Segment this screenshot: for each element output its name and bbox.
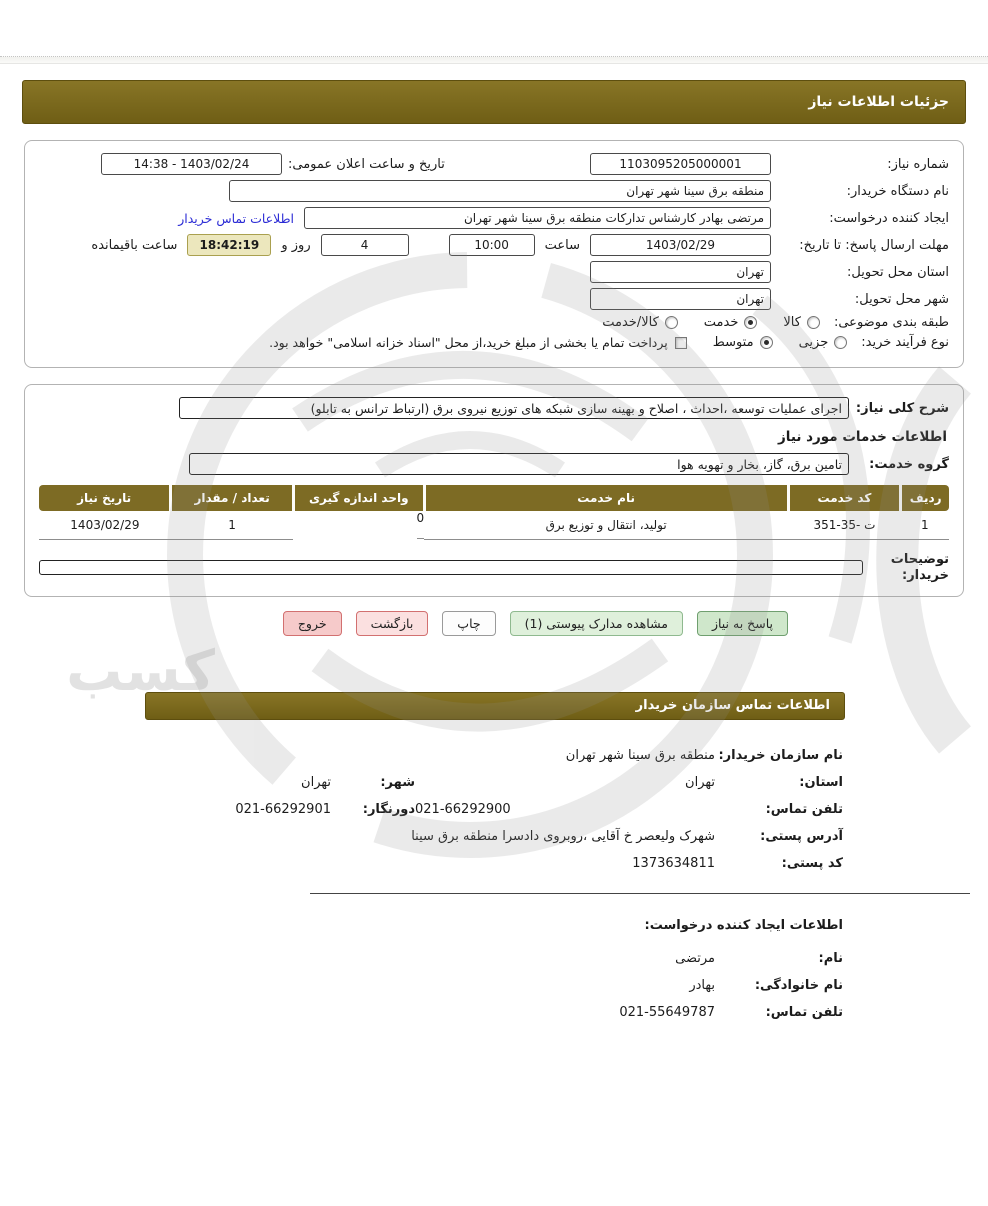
contact-city-label: شهر: bbox=[380, 775, 415, 790]
deadline-row bbox=[39, 234, 949, 256]
back-button[interactable]: بازگشت bbox=[356, 611, 429, 636]
section-header-contact bbox=[145, 692, 845, 720]
radio-goods-label: کالا bbox=[783, 315, 801, 330]
need-number-label: شماره نیاز: bbox=[887, 156, 949, 172]
radio-minor-label: جزیی bbox=[798, 335, 829, 350]
col-header-quantity: تعداد / مقدار bbox=[171, 485, 294, 511]
services-table-header-row bbox=[39, 485, 949, 511]
delivery-city-row bbox=[39, 288, 949, 310]
need-number-value[interactable]: 1103095205000001 bbox=[590, 153, 771, 175]
action-buttons bbox=[0, 611, 788, 636]
deadline-date-value[interactable]: 1403/02/29 bbox=[590, 234, 771, 256]
contact-divider bbox=[310, 893, 970, 894]
delivery-province-value[interactable]: تهران bbox=[590, 261, 771, 283]
creator-last-name-row bbox=[0, 978, 843, 993]
description-label: شرح کلی نیاز: bbox=[855, 400, 949, 416]
radio-service[interactable] bbox=[744, 316, 757, 329]
creator-phone-label: تلفن تماس: bbox=[765, 1005, 843, 1020]
col-header-service-name: نام خدمت bbox=[424, 485, 788, 511]
phone-fax-row bbox=[143, 802, 843, 817]
cell-need-date: 1403/02/29 bbox=[39, 511, 171, 539]
section-header-title: جزئیات اطلاعات نیاز bbox=[808, 94, 949, 110]
process-type-label: نوع فرآیند خرید: bbox=[861, 335, 949, 350]
need-details-panel bbox=[24, 140, 964, 368]
classification-option-goods bbox=[783, 315, 820, 330]
postal-code-row bbox=[143, 856, 843, 871]
treasury-checkbox[interactable] bbox=[675, 337, 687, 349]
classification-label: طبقه بندی موضوعی: bbox=[833, 315, 949, 330]
delivery-province-row bbox=[39, 261, 949, 283]
request-creator-value[interactable]: مرتضی بهادر کارشناس تدارکات منطقه برق سینا شهر تهران bbox=[304, 207, 771, 229]
request-creator-row bbox=[39, 207, 949, 229]
buyer-org-label: نام دستگاه خریدار: bbox=[846, 183, 949, 199]
classification-option-service bbox=[704, 315, 758, 330]
countdown-timer: 18:42:19 bbox=[187, 234, 271, 256]
cell-quantity: 1 bbox=[171, 511, 294, 539]
watermark-text: کسب bbox=[66, 639, 215, 704]
buyer-notes-row bbox=[39, 552, 949, 585]
radio-medium[interactable] bbox=[760, 336, 773, 349]
announce-datetime-group bbox=[101, 153, 445, 175]
service-group-row bbox=[39, 453, 949, 475]
org-name-value: منطقه برق سینا شهر تهران bbox=[565, 748, 715, 763]
address-row bbox=[143, 829, 843, 844]
process-option-minor bbox=[799, 335, 848, 350]
cell-service-code: ت -35-351 bbox=[788, 511, 901, 539]
contact-phone-value: 021-66292900 bbox=[415, 802, 511, 817]
cell-unit: 0 bbox=[417, 511, 425, 539]
creator-first-name-label: نام: bbox=[818, 951, 843, 966]
contact-address-label: آدرس پستی: bbox=[760, 829, 843, 844]
creator-phone-row bbox=[0, 1005, 843, 1020]
top-divider-band bbox=[0, 56, 988, 64]
respond-button[interactable]: پاسخ به نیاز bbox=[697, 611, 788, 636]
radio-goods[interactable] bbox=[807, 316, 820, 329]
contact-fax-label: دورنگار: bbox=[362, 802, 415, 817]
exit-button[interactable]: خروج bbox=[283, 611, 342, 636]
col-header-need-date: تاریخ نیاز bbox=[39, 485, 171, 511]
request-creator-label: ایجاد کننده درخواست: bbox=[829, 210, 949, 226]
need-number-row bbox=[39, 153, 949, 175]
postal-code-value: 1373634811 bbox=[632, 856, 715, 871]
announce-datetime-value[interactable]: 14:38 - 1403/02/24 bbox=[101, 153, 282, 175]
classification-option-goods-service bbox=[602, 315, 678, 330]
delivery-city-label: شهر محل تحویل: bbox=[854, 291, 949, 307]
delivery-city-value[interactable]: تهران bbox=[590, 288, 771, 310]
process-option-medium bbox=[713, 335, 773, 350]
contact-block bbox=[143, 748, 843, 871]
radio-minor[interactable] bbox=[834, 336, 847, 349]
top-whitespace bbox=[0, 0, 988, 56]
contact-province-value: تهران bbox=[685, 775, 715, 790]
treasury-note: پرداخت تمام یا بخشی از مبلغ خرید،از محل "اسناد خزانه اسلامی" خواهد بود. bbox=[269, 335, 668, 350]
radio-medium-label: متوسط bbox=[712, 335, 754, 350]
province-city-row bbox=[143, 775, 843, 790]
service-group-label: گروه خدمت: bbox=[869, 456, 949, 472]
buyer-contact-link[interactable]: اطلاعات تماس خریدار bbox=[178, 210, 294, 226]
col-header-service-code: کد خدمت bbox=[788, 485, 901, 511]
services-panel bbox=[24, 384, 964, 597]
radio-service-label: خدمت bbox=[703, 315, 739, 330]
print-button[interactable]: چاپ bbox=[442, 611, 495, 636]
radio-goods-service-label: کالا/خدمت bbox=[602, 315, 659, 330]
cell-service-name: تولید، انتقال و توزیع برق bbox=[424, 511, 788, 539]
description-value[interactable]: اجرای عملیات توسعه ،احداث ، اصلاح و بهینه سازی شبکه های توزیع نیروی برق (ارتباط ترانس به تابلو) bbox=[179, 397, 849, 419]
section-header-need-details bbox=[22, 80, 966, 124]
creator-first-name-value: مرتضی bbox=[675, 951, 715, 966]
contact-city-value: تهران bbox=[301, 775, 331, 790]
buyer-org-row bbox=[39, 180, 949, 202]
org-name-row bbox=[143, 748, 843, 763]
buyer-notes-label: توضیحات خریدار: bbox=[890, 551, 949, 583]
treasury-option bbox=[269, 335, 687, 350]
contact-header-title: اطلاعات تماس سازمان خریدار bbox=[635, 698, 830, 713]
contact-address-value: شهرک ولیعصر خ آقایی ،روبروی دادسرا منطقه برق سینا bbox=[411, 829, 715, 844]
org-name-label: نام سازمان خریدار: bbox=[718, 748, 843, 763]
creator-last-name-value: بهادر bbox=[689, 978, 715, 993]
postal-code-label: کد پستی: bbox=[781, 856, 843, 871]
service-group-value[interactable]: تامین برق، گاز، بخار و تهویه هوا bbox=[189, 453, 849, 475]
contact-province-label: استان: bbox=[799, 775, 843, 790]
deadline-days-label: روز و bbox=[281, 237, 311, 253]
process-type-row bbox=[39, 335, 949, 350]
col-header-row-number: ردیف bbox=[901, 485, 949, 511]
buyer-org-value[interactable]: منطقه برق سینا شهر تهران bbox=[229, 180, 771, 202]
buyer-notes-input[interactable] bbox=[39, 560, 863, 575]
creator-last-name-label: نام خانوادگی: bbox=[754, 978, 843, 993]
services-heading: اطلاعات خدمات مورد نیاز bbox=[777, 429, 947, 445]
announce-datetime-label: تاریخ و ساعت اعلان عمومی: bbox=[288, 156, 445, 172]
creator-first-name-row bbox=[0, 951, 843, 966]
description-row bbox=[39, 397, 949, 419]
deadline-time-value[interactable]: 10:00 bbox=[449, 234, 535, 256]
services-table bbox=[39, 485, 949, 540]
countdown-label: ساعت باقیمانده bbox=[91, 237, 178, 253]
classification-row bbox=[39, 315, 949, 330]
creator-block bbox=[0, 918, 843, 1020]
creator-heading: اطلاعات ایجاد کننده درخواست: bbox=[644, 918, 843, 933]
deadline-days-value[interactable]: 4 bbox=[321, 234, 409, 256]
deadline-label: مهلت ارسال پاسخ: تا تاریخ: bbox=[799, 237, 949, 253]
deadline-time-label: ساعت bbox=[544, 237, 580, 253]
creator-phone-value: 021-55649787 bbox=[619, 1005, 715, 1020]
cell-row-number: 1 bbox=[901, 511, 949, 539]
attachments-button[interactable]: مشاهده مدارک پیوستی (1) bbox=[510, 611, 683, 636]
contact-fax-value: 021-66292901 bbox=[235, 802, 331, 817]
radio-goods-service[interactable] bbox=[665, 316, 678, 329]
table-row bbox=[39, 511, 949, 539]
col-header-unit: واحد اندازه گیری bbox=[293, 485, 424, 511]
contact-phone-label: تلفن تماس: bbox=[765, 802, 843, 817]
delivery-province-label: استان محل تحویل: bbox=[847, 264, 949, 280]
